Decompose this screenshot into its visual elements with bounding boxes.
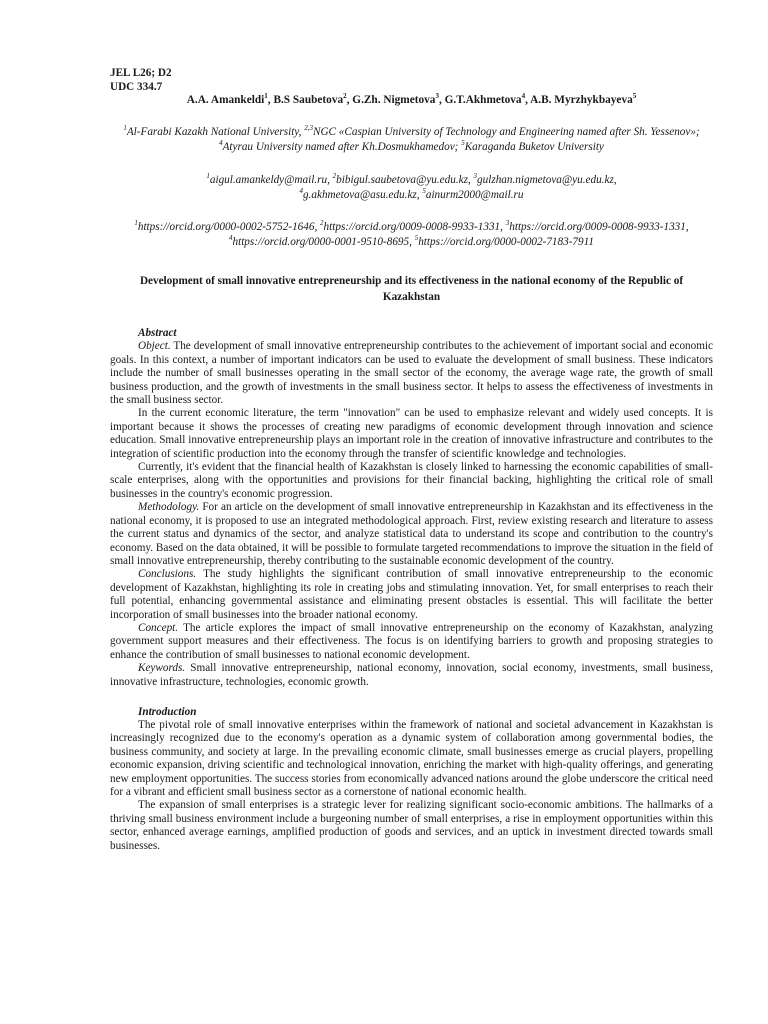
- introduction-heading: Introduction: [138, 705, 197, 718]
- affiliations: [110, 125, 713, 155]
- email-address[interactable]: ainurm2000@mail.ru: [425, 189, 524, 202]
- author-sup: 3: [435, 91, 439, 100]
- author-sup: 1: [264, 91, 268, 100]
- abstract-paragraph: Currently, it's evident that the financial health of Kazakhstan is closely linked to harnessing the economic capabilities of small-scale enterprises, along with the opportunities and provisions for their financial backing, highlighting the critical role of small businesses in the country's economic progression.: [110, 461, 713, 500]
- paper-title: Development of small innovative entrepreneurship and its effectiveness in the national economy of the Republic of Kazakhstan: [139, 275, 684, 303]
- author-separator: ,: [525, 94, 531, 106]
- author-sup: 5: [632, 91, 637, 100]
- aff-sup: 5: [461, 139, 465, 148]
- classification-codes: [110, 66, 713, 94]
- abstract-methodology-paragraph: [110, 501, 713, 568]
- author-sup: 2: [343, 91, 347, 100]
- email-sup: 4: [299, 187, 304, 196]
- orcid-sup: 3: [505, 219, 510, 228]
- orcid-sup: 1: [134, 219, 138, 228]
- abstract-conclusions-paragraph: [110, 568, 713, 622]
- author-name: A.A. Amankeldi: [186, 94, 265, 106]
- affiliation-text: Atyrau University named after Kh.Dosmukhamedov;: [222, 141, 462, 154]
- author-name: G.T.Akhmetova: [444, 94, 522, 106]
- author-separator: ,: [346, 94, 353, 106]
- introduction-paragraph: The pivotal role of small innovative enterprises within the framework of national and societal advancement in Kazakhstan is increasingly recognized due to the economy's operation as a dynamic system of collaboration among governmental bodies, the business community, and society at large. In the prevailing economic climate, small businesses emerge as crucial players, propelling economic expansion, driving scientific and technological innovation, enriching the market with high-quality offerings, and generating new employment opportunities. The success stories from economically advanced nations around the globe underscore the critical need for a vibrant and efficient small business sector as a cornerstone of national economic health.: [110, 718, 713, 798]
- orcid-list: [110, 220, 713, 250]
- email-address[interactable]: gulzhan.nigmetova@yu.edu.kz,: [477, 174, 617, 187]
- affiliation-text: Al-Farabi Kazakh National University,: [126, 126, 305, 139]
- paper-page: [110, 66, 713, 853]
- conclusions-label: Conclusions.: [138, 568, 197, 581]
- object-text: The development of small innovative entrepreneurship contributes to the achievement of important social and economic goals. In this context, a number of important indicators can be used to evaluate the development of small business. These indicators include the number of small businesses operating in the small sector of the economy, the average wage rate, the growth of small business production, and the growth of investments in the small business sector. It helps to assess the effectiveness of investments in the small business sector.: [110, 340, 713, 407]
- keywords-paragraph: [110, 662, 713, 689]
- concept-label: Concept.: [138, 621, 179, 634]
- orcid-link[interactable]: https://orcid.org/0000-0002-5752-1646,: [137, 221, 321, 234]
- affiliation-text: Karaganda Buketov University: [464, 141, 604, 154]
- email-sup: 1: [206, 172, 210, 181]
- affiliation-text: NGC «Caspian University of Technology and Engineering named after Sh. Yessenov»;: [313, 126, 700, 139]
- abstract-paragraph: In the current economic literature, the term "innovation" can be used to emphasize relevant and widely used concepts. It is important because it shows the processes of creating new paradigms of economic development through innovation and science education. Small innovative entrepreneurship plays an important role in the creation of innovative infrastructure and contributes to the integration of scientific production into the economy through the transfer of scientific knowledge and technologies.: [110, 407, 713, 460]
- email-sup: 3: [473, 172, 478, 181]
- author-sup: 4: [521, 91, 526, 100]
- email-sup: 2: [332, 172, 337, 181]
- author-list: [110, 91, 713, 107]
- email-address[interactable]: g.akhmetova@asu.edu.kz,: [303, 189, 423, 202]
- author-name: G.Zh. Nigmetova: [352, 94, 436, 106]
- orcid-link[interactable]: https://orcid.org/0000-0002-7183-7911: [418, 236, 594, 249]
- orcid-link[interactable]: https://orcid.org/0009-0008-9933-1331,: [509, 221, 689, 234]
- keywords-text: Small innovative entrepreneurship, national economy, innovation, social economy, investments, small business, innovative infrastructure, technologies, economic growth.: [110, 662, 713, 688]
- email-sup: 5: [422, 187, 426, 196]
- orcid-sup: 5: [414, 234, 419, 243]
- abstract-concept-paragraph: [110, 622, 713, 662]
- introduction-paragraph: The expansion of small enterprises is a strategic lever for realizing significant socio-economic ambitions. The hallmarks of a thriving small business environment include a burgeoning number of small enterprises, a rise in employment opportunities within this sector, enhanced average earnings, amplified production of goods and services, and an uptick in investment directed towards small businesses.: [110, 799, 713, 852]
- keywords-label: Keywords.: [138, 662, 186, 675]
- author-separator: ,: [438, 94, 445, 106]
- methodology-label: Methodology.: [138, 501, 200, 514]
- aff-sup: 1: [123, 124, 127, 133]
- author-name: A.B. Myrzhykbayeva: [530, 94, 633, 106]
- aff-sup: 4: [219, 139, 223, 148]
- aff-sup: 2,3: [304, 124, 313, 133]
- orcid-link[interactable]: https://orcid.org/0000-0001-9510-8695,: [232, 236, 415, 249]
- author-name: B.S Saubetova: [273, 94, 344, 106]
- concept-text: The article explores the impact of small innovative entrepreneurship on the economy of Kazakhstan, analyzing government support measures and their effectiveness. The focus is on identifying barriers to growth and proposing strategies to enhance the contribution of small businesses to national economic development.: [110, 621, 713, 661]
- abstract-object-paragraph: [110, 340, 713, 407]
- jel-code: JEL L26; D2: [110, 67, 172, 79]
- abstract-heading: Abstract: [138, 327, 177, 340]
- email-address[interactable]: aigul.amankeldy@mail.ru,: [209, 174, 333, 187]
- orcid-sup: 2: [320, 219, 324, 228]
- conclusions-text: The study highlights the significant contribution of small innovative entrepreneurship to the economic development of Kazakhstan, highlighting its role in creating jobs and stimulating innovation. Yet, for small enterprises to reach their full potential, enhancing governmental assistance and eliminating present obstacles is essential. This will facilitate the better incorporation of small businesses into the broader national economy.: [110, 568, 713, 621]
- orcid-link[interactable]: https://orcid.org/0009-0008-9933-1331,: [323, 221, 506, 234]
- methodology-text: For an article on the development of small innovative entrepreneurship in Kazakhstan and its effectiveness in the national economy, it is proposed to use an integrated methodological approach. First, review existing research and literature to assess the current status and dynamics of the sector, and analyze statistical data to understand its scope and contribution to the country's economy. Based on the data obtained, it will be possible to formulate targeted recommendations to improve the situation in the field of small innovative entrepreneurship, thereby contributing to the sustainable economic development of the country.: [110, 501, 713, 567]
- email-list: [110, 173, 713, 203]
- orcid-sup: 4: [229, 234, 233, 243]
- udc-code: UDC 334.7: [110, 81, 163, 93]
- object-label: Object.: [138, 340, 171, 353]
- author-separator: ,: [267, 94, 274, 106]
- email-address[interactable]: bibigul.saubetova@yu.edu.kz,: [336, 174, 474, 187]
